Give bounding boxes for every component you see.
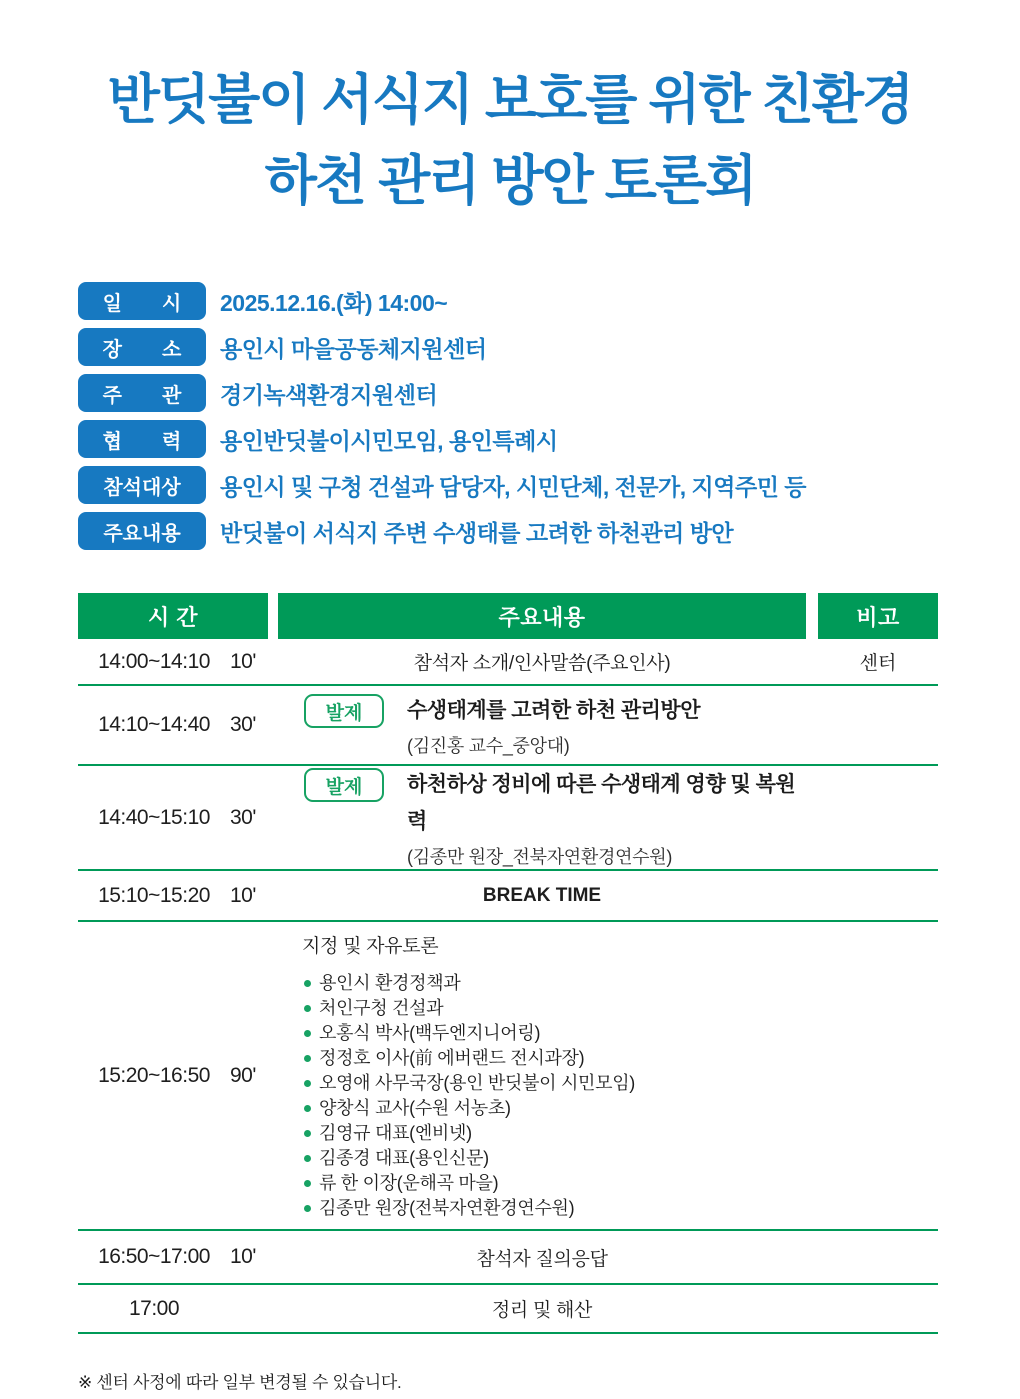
schedule-content (278, 766, 806, 869)
event-info-list (78, 282, 1020, 550)
schedule-content: 참석자 질의응답 (476, 1248, 608, 1270)
discussion-panelist: 양창식 교사(수원 서농초) (302, 1096, 806, 1121)
time-range: 14:10~14:40 (98, 713, 210, 736)
info-row (78, 466, 1020, 504)
discussion-heading: 지정 및 자유토론 (302, 935, 439, 957)
schedule-row (78, 766, 938, 871)
time-duration: 10' (230, 649, 256, 673)
time-range: 15:10~15:20 (98, 883, 210, 907)
info-row (78, 328, 1020, 366)
schedule-header-content: 주요내용 (278, 593, 806, 639)
schedule-time-cell (78, 884, 268, 908)
schedule-header-note: 비고 (818, 593, 938, 639)
info-row (78, 420, 1020, 458)
schedule-content: 정리 및 해산 (491, 1300, 593, 1321)
schedule-table (78, 593, 938, 1334)
schedule-content (278, 931, 806, 1221)
info-value: 반딧불이 서식지 주변 수생태를 고려한 하천관리 방안 (220, 519, 734, 546)
info-row (78, 512, 1020, 550)
time-duration: 30' (230, 805, 256, 829)
discussion-panelist-list (302, 971, 806, 1221)
info-label-badge: 참석대상 (78, 466, 206, 504)
presentation-title: 하천하상 정비에 따른 수생태계 영향 및 복원력 (407, 773, 796, 833)
schedule-body (78, 639, 938, 1334)
info-row (78, 282, 1020, 320)
info-value: 용인시 마을공동체지원센터 (220, 335, 487, 362)
schedule-time-cell (78, 713, 268, 737)
schedule-time-cell (78, 1297, 268, 1321)
schedule-row (78, 1285, 938, 1334)
title-line-2: 하천 관리 방안 토론회 (264, 151, 756, 211)
info-label-badge: 주요내용 (78, 512, 206, 550)
discussion-panelist: 김영규 대표(엔비넷) (302, 1121, 806, 1146)
presentation-badge: 발제 (304, 694, 384, 728)
footer-note: ※ 센터 사정에 따라 일부 변경될 수 있습니다. (78, 1373, 402, 1392)
presentation-speaker: (김진홍 교수_중앙대) (407, 736, 570, 756)
presentation-text (407, 766, 806, 869)
time-range: 14:00~14:10 (98, 649, 210, 673)
info-value: 2025.12.16.(화) 14:00~ (220, 289, 448, 316)
schedule-note-cell: 센터 (859, 653, 897, 674)
info-label-badge: 협 력 (78, 420, 206, 458)
time-duration: 10' (230, 883, 256, 907)
schedule-header-time: 시 간 (78, 593, 268, 639)
schedule-content: BREAK TIME (482, 884, 602, 906)
presentation-title: 수생태계를 고려한 하천 관리방안 (407, 699, 701, 722)
title-line-1: 반딧불이 서식지 보호를 위한 친환경 (107, 70, 913, 130)
time-range: 15:20~16:50 (98, 1063, 210, 1087)
info-label-badge: 장 소 (78, 328, 206, 366)
info-value: 경기녹색환경지원센터 (220, 381, 438, 408)
schedule-row (78, 922, 938, 1231)
schedule-content: 참석자 소개/인사말씀(주요인사) (413, 653, 671, 674)
discussion-panelist: 정정호 이사(前 에버랜드 전시과장) (302, 1046, 806, 1071)
schedule-content (278, 692, 806, 758)
time-range: 14:40~15:10 (98, 805, 210, 829)
discussion-panelist: 처인구청 건설과 (302, 996, 806, 1021)
page-title (0, 0, 1020, 222)
info-label-badge: 주 관 (78, 374, 206, 412)
schedule-header-row (78, 593, 938, 639)
discussion-panelist: 김종경 대표(용인신문) (302, 1146, 806, 1171)
info-value: 용인반딧불이시민모임, 용인특례시 (220, 427, 558, 454)
schedule-time-cell (78, 650, 268, 674)
info-row (78, 374, 1020, 412)
info-label-badge: 일 시 (78, 282, 206, 320)
time-range: 16:50~17:00 (98, 1245, 210, 1268)
discussion-panelist: 용인시 환경정책과 (302, 971, 806, 996)
discussion-panelist: 오영애 사무국장(용인 반딧불이 시민모임) (302, 1071, 806, 1096)
presentation-speaker: (김종만 원장_전북자연환경연수원) (407, 847, 673, 867)
discussion-panelist: 류 한 이장(운해곡 마을) (302, 1171, 806, 1196)
schedule-time-cell (78, 1064, 268, 1088)
schedule-time-cell (78, 1245, 268, 1269)
discussion-panelist: 김종만 원장(전북자연환경연수원) (302, 1196, 806, 1221)
schedule-row (78, 1231, 938, 1285)
schedule-time-cell (78, 806, 268, 830)
time-duration: 30' (230, 713, 256, 736)
time-duration: 10' (230, 1245, 256, 1268)
presentation-badge: 발제 (304, 768, 384, 802)
schedule-row (78, 639, 938, 686)
time-range: 17:00 (128, 1296, 180, 1320)
presentation-text (407, 692, 700, 758)
time-duration: 90' (230, 1063, 256, 1087)
schedule-row (78, 686, 938, 766)
discussion-panelist: 오홍식 박사(백두엔지니어링) (302, 1021, 806, 1046)
schedule-row (78, 871, 938, 922)
info-value: 용인시 및 구청 건설과 담당자, 시민단체, 전문가, 지역주민 등 (220, 473, 807, 500)
